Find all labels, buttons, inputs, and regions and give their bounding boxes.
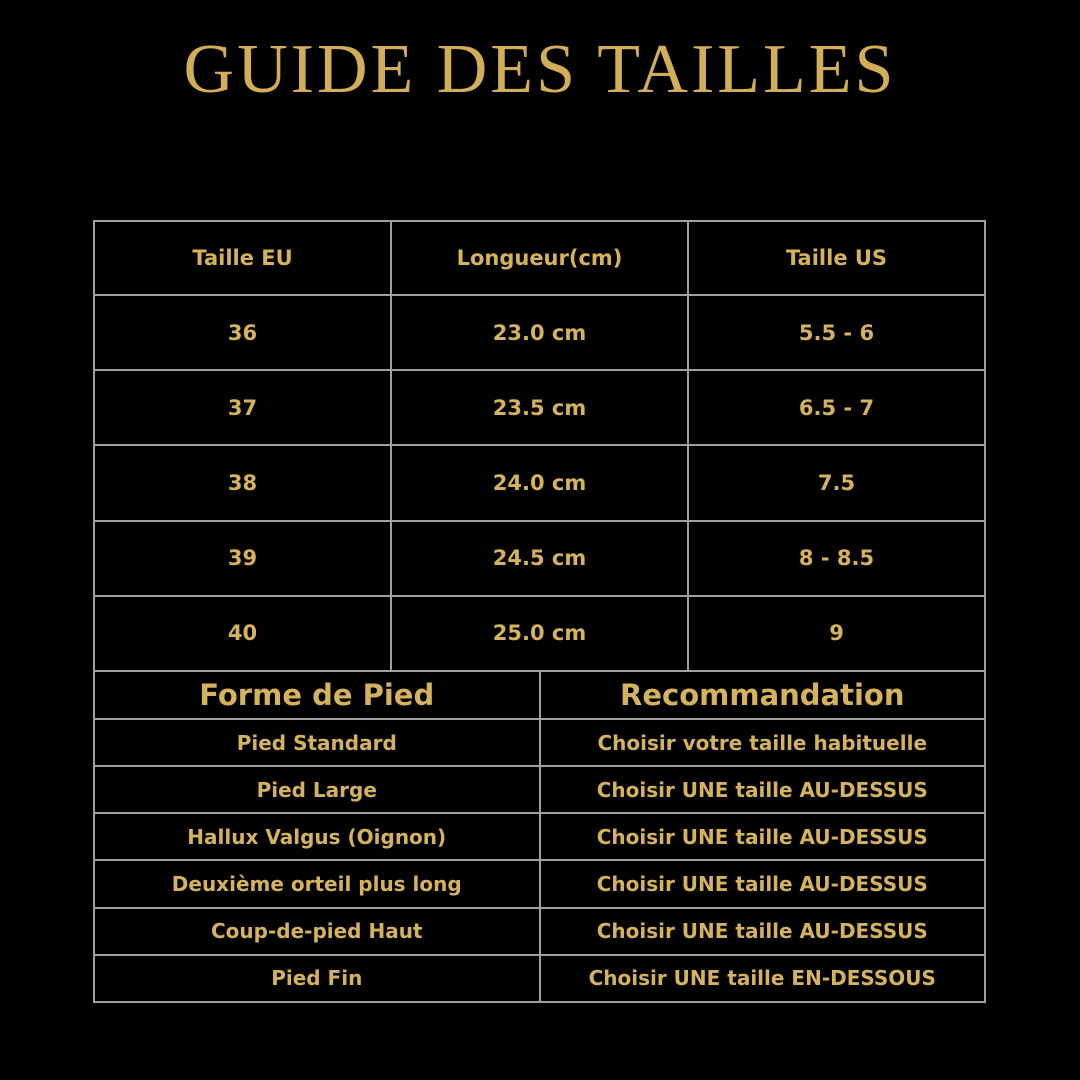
size-conversion-table bbox=[93, 220, 986, 672]
recommendation-cell: Choisir UNE taille AU-DESSUS bbox=[540, 860, 986, 907]
recommendation-cell: Choisir votre taille habituelle bbox=[540, 719, 986, 766]
foot-shape-cell: Pied Large bbox=[94, 766, 540, 813]
eu-size-cell: 37 bbox=[94, 370, 391, 445]
size-table-row bbox=[94, 370, 985, 445]
eu-size-cell: 39 bbox=[94, 521, 391, 596]
fit-table-row bbox=[94, 719, 985, 766]
recommendation-cell: Choisir UNE taille EN-DESSOUS bbox=[540, 955, 986, 1002]
foot-shape-cell: Deuxième orteil plus long bbox=[94, 860, 540, 907]
size-table-row bbox=[94, 596, 985, 671]
fit-table-header-recommendation: Recommandation bbox=[540, 671, 986, 719]
fit-table-row bbox=[94, 813, 985, 860]
size-table-row bbox=[94, 445, 985, 520]
foot-shape-cell: Pied Standard bbox=[94, 719, 540, 766]
size-table-row bbox=[94, 295, 985, 370]
length-cm-cell: 24.0 cm bbox=[391, 445, 688, 520]
length-cm-cell: 24.5 cm bbox=[391, 521, 688, 596]
size-table-row bbox=[94, 521, 985, 596]
size-table-header-length: Longueur(cm) bbox=[391, 221, 688, 295]
us-size-cell: 9 bbox=[688, 596, 985, 671]
size-table-header-us: Taille US bbox=[688, 221, 985, 295]
foot-shape-cell: Pied Fin bbox=[94, 955, 540, 1002]
length-cm-cell: 25.0 cm bbox=[391, 596, 688, 671]
size-table-header-row bbox=[94, 221, 985, 295]
recommendation-cell: Choisir UNE taille AU-DESSUS bbox=[540, 813, 986, 860]
recommendation-cell: Choisir UNE taille AU-DESSUS bbox=[540, 766, 986, 813]
length-cm-cell: 23.0 cm bbox=[391, 295, 688, 370]
eu-size-cell: 38 bbox=[94, 445, 391, 520]
us-size-cell: 6.5 - 7 bbox=[688, 370, 985, 445]
us-size-cell: 8 - 8.5 bbox=[688, 521, 985, 596]
size-table-header-eu: Taille EU bbox=[94, 221, 391, 295]
foot-shape-cell: Coup-de-pied Haut bbox=[94, 908, 540, 955]
length-cm-cell: 23.5 cm bbox=[391, 370, 688, 445]
fit-table-row bbox=[94, 766, 985, 813]
fit-table-row bbox=[94, 955, 985, 1002]
us-size-cell: 7.5 bbox=[688, 445, 985, 520]
eu-size-cell: 40 bbox=[94, 596, 391, 671]
fit-table-header-row bbox=[94, 671, 985, 719]
us-size-cell: 5.5 - 6 bbox=[688, 295, 985, 370]
eu-size-cell: 36 bbox=[94, 295, 391, 370]
fit-recommendation-table bbox=[93, 670, 986, 1003]
fit-table-row bbox=[94, 860, 985, 907]
foot-shape-cell: Hallux Valgus (Oignon) bbox=[94, 813, 540, 860]
recommendation-cell: Choisir UNE taille AU-DESSUS bbox=[540, 908, 986, 955]
fit-table-header-foot-shape: Forme de Pied bbox=[94, 671, 540, 719]
fit-table-row bbox=[94, 908, 985, 955]
page-title: GUIDE DES TAILLES bbox=[183, 31, 897, 108]
